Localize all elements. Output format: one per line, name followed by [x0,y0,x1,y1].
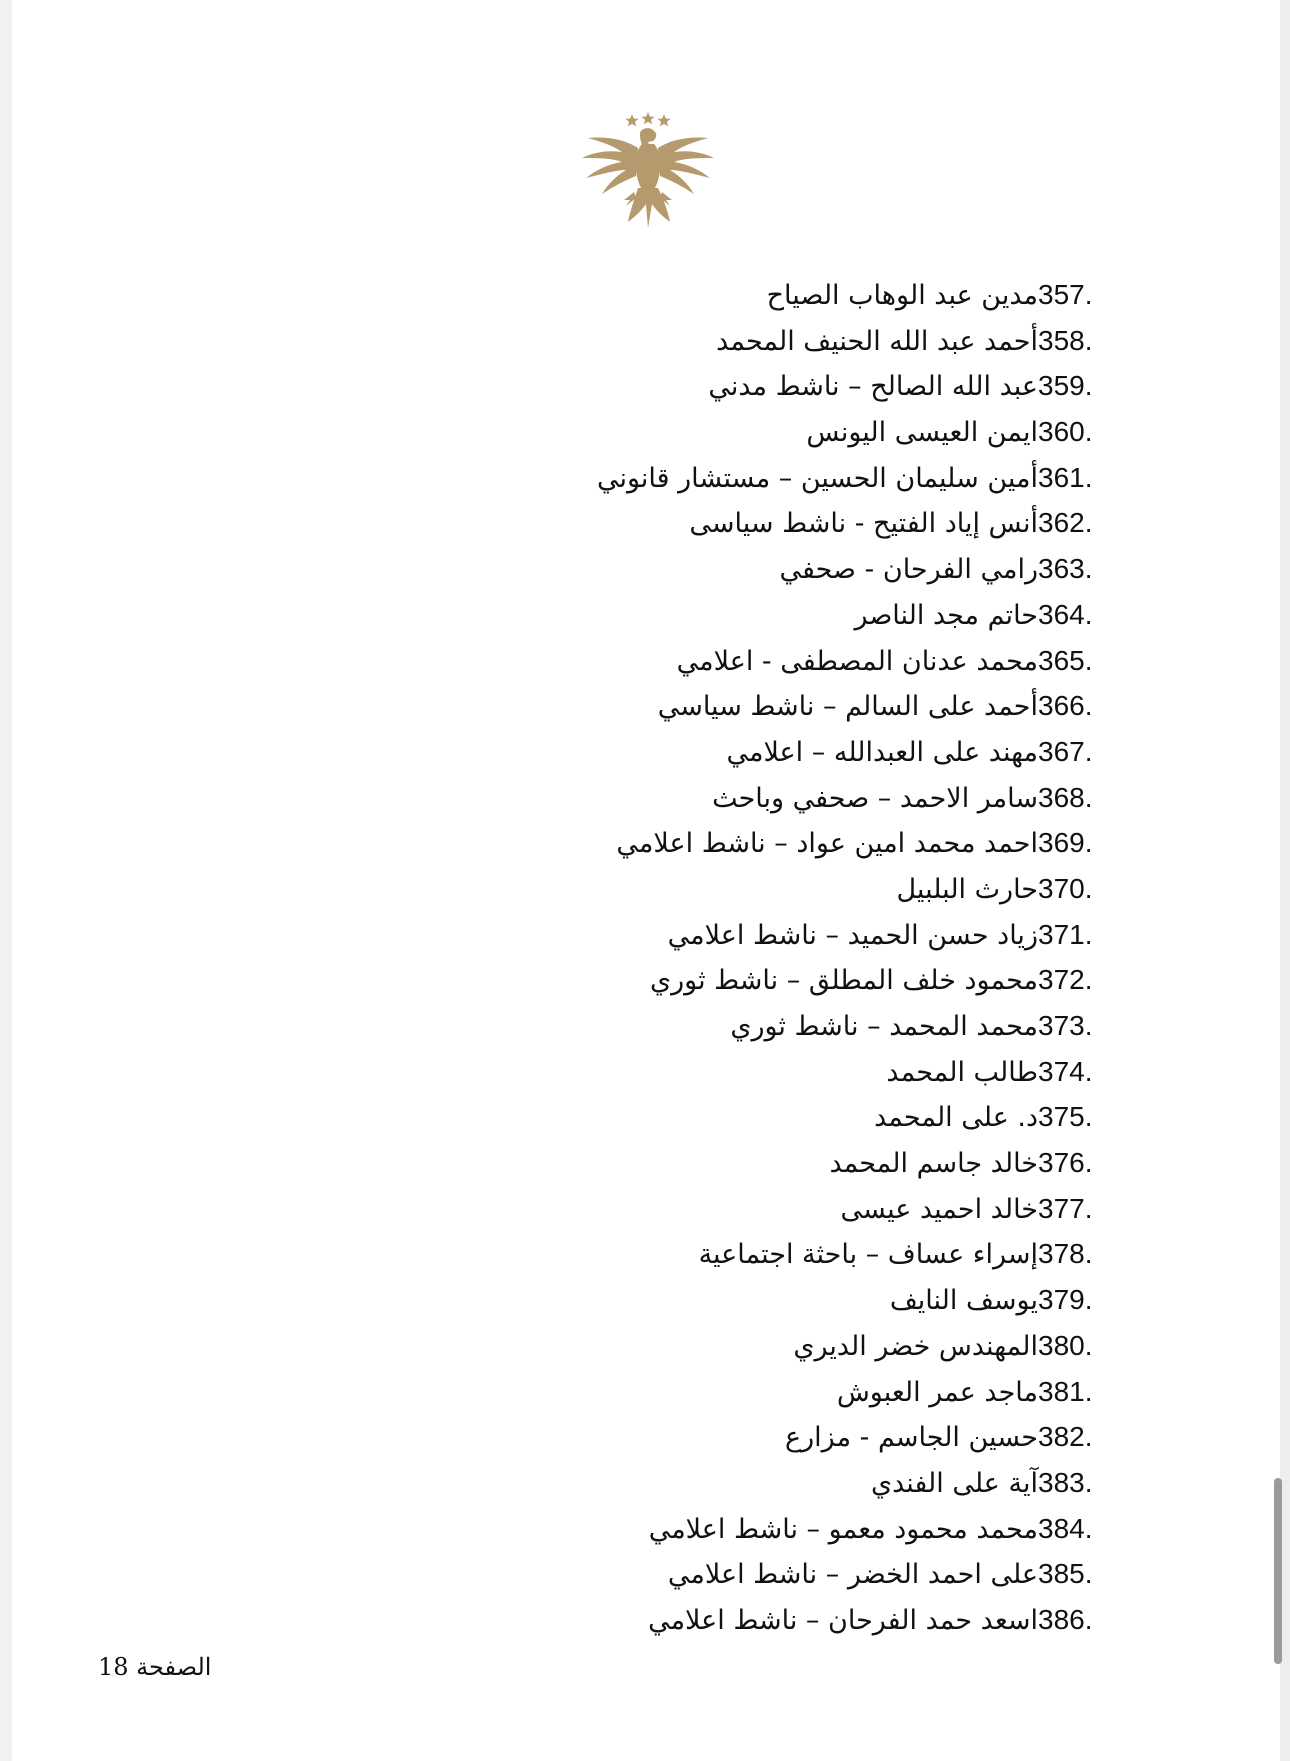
list-item [597,1003,1116,1049]
item-number: 382. [1038,1421,1093,1453]
item-number: 365. [1038,644,1093,676]
scrollbar-thumb[interactable] [1274,1478,1282,1664]
item-number: 376. [1038,1147,1093,1179]
item-text: د. على المحمد [874,1102,1038,1134]
list-item [597,1277,1116,1323]
item-text: رامي الفرحان - صحفي [779,554,1038,586]
list-item [597,1551,1116,1597]
list-item [597,683,1116,729]
item-number: 379. [1038,1284,1093,1316]
list-item [597,409,1116,455]
item-text: إسراء عساف – باحثة اجتماعية [698,1239,1038,1271]
item-number: 377. [1038,1192,1093,1224]
item-number: 362. [1038,507,1093,539]
item-number: 358. [1038,324,1093,356]
item-number: 383. [1038,1466,1093,1498]
item-text: محمود خلف المطلق – ناشط ثوري [649,965,1038,997]
item-number: 373. [1038,1010,1093,1041]
item-number: 363. [1038,553,1093,585]
item-text: عبد الله الصالح – ناشط مدني [708,371,1038,403]
list-item [597,1597,1116,1643]
item-text: احمد محمد امين عواد – ناشط اعلامي [616,828,1038,860]
item-number: 381. [1038,1375,1093,1407]
list-item [597,455,1116,501]
item-text: المهندس خضر الديري [793,1330,1038,1362]
item-number: 360. [1038,416,1093,448]
list-item [597,638,1116,684]
document-page [12,0,1280,1761]
item-number: 368. [1038,781,1093,813]
names-list [597,272,1116,1643]
item-text: حاتم مجد الناصر [854,599,1038,631]
viewer-left-margin [0,0,12,1761]
list-item [597,1414,1116,1460]
item-number: 370. [1038,872,1093,904]
item-number: 385. [1038,1558,1093,1590]
list-item [597,775,1116,821]
list-item [597,957,1116,1003]
item-text: أحمد على السالم – ناشط سياسي [657,691,1038,723]
item-number: 364. [1038,598,1093,630]
list-item [597,1506,1116,1552]
list-item [597,1323,1116,1369]
item-text: حسين الجاسم - مزارع [785,1422,1038,1454]
list-item [597,820,1116,866]
item-text: يوسف النايف [889,1285,1038,1317]
item-text: أحمد عبد الله الحنيف المحمد [716,325,1038,357]
item-text: آية على الفندي [870,1467,1038,1499]
item-text: أنس إياد الفتيح - ناشط سياسى [689,508,1038,540]
item-number: 375. [1038,1101,1093,1133]
list-item [597,912,1116,958]
item-number: 371. [1038,918,1093,950]
item-text: على احمد الخضر – ناشط اعلامي [667,1559,1038,1591]
item-text: أمين سليمان الحسين – مستشار قانوني [596,462,1038,494]
list-item [597,592,1116,638]
item-number: 367. [1038,735,1093,767]
item-text: محمد محمود معمو – ناشط اعلامي [648,1513,1038,1545]
item-text: مدين عبد الوهاب الصياح [766,280,1038,311]
item-text: خالد احميد عيسى [840,1193,1038,1225]
item-number: 386. [1038,1603,1093,1635]
item-text: طالب المحمد [886,1056,1038,1088]
item-number: 366. [1038,690,1093,722]
list-item [597,1231,1116,1277]
list-item [597,1460,1116,1506]
list-item [597,272,1116,318]
item-number: 378. [1038,1238,1093,1270]
item-text: محمد عدنان المصطفى - اعلامي [676,645,1038,677]
item-number: 361. [1038,461,1093,493]
eagle-emblem-icon [578,112,734,230]
item-text: حارث البلبيل [896,873,1038,905]
list-item [597,729,1116,775]
list-item [597,1049,1116,1095]
list-item [597,546,1116,592]
item-number: 384. [1038,1512,1093,1544]
list-item [597,1186,1116,1232]
list-item [597,500,1116,546]
item-text: ماجد عمر العبوش [836,1376,1038,1408]
item-text: اسعد حمد الفرحان – ناشط اعلامي [648,1604,1038,1636]
item-text: زياد حسن الحميد – ناشط اعلامي [667,919,1038,951]
list-item [597,866,1116,912]
item-number: 359. [1038,370,1093,402]
list-item [597,1094,1116,1140]
item-text: ايمن العيسى اليونس [806,417,1038,449]
item-text: محمد المحمد – ناشط ثوري [730,1011,1038,1042]
list-item [597,1140,1116,1186]
list-item [597,1369,1116,1415]
page-number-footer: الصفحة 18 [98,1653,212,1681]
item-number: 374. [1038,1055,1093,1087]
item-number: 357. [1038,279,1093,310]
list-item [597,318,1116,364]
list-item [597,363,1116,409]
item-text: خالد جاسم المحمد [829,1148,1038,1180]
item-text: سامر الاحمد – صحفي وباحث [712,782,1038,814]
item-number: 369. [1038,827,1093,859]
item-number: 380. [1038,1329,1093,1361]
item-text: مهند على العبدالله – اعلامي [726,736,1038,768]
item-number: 372. [1038,964,1093,996]
